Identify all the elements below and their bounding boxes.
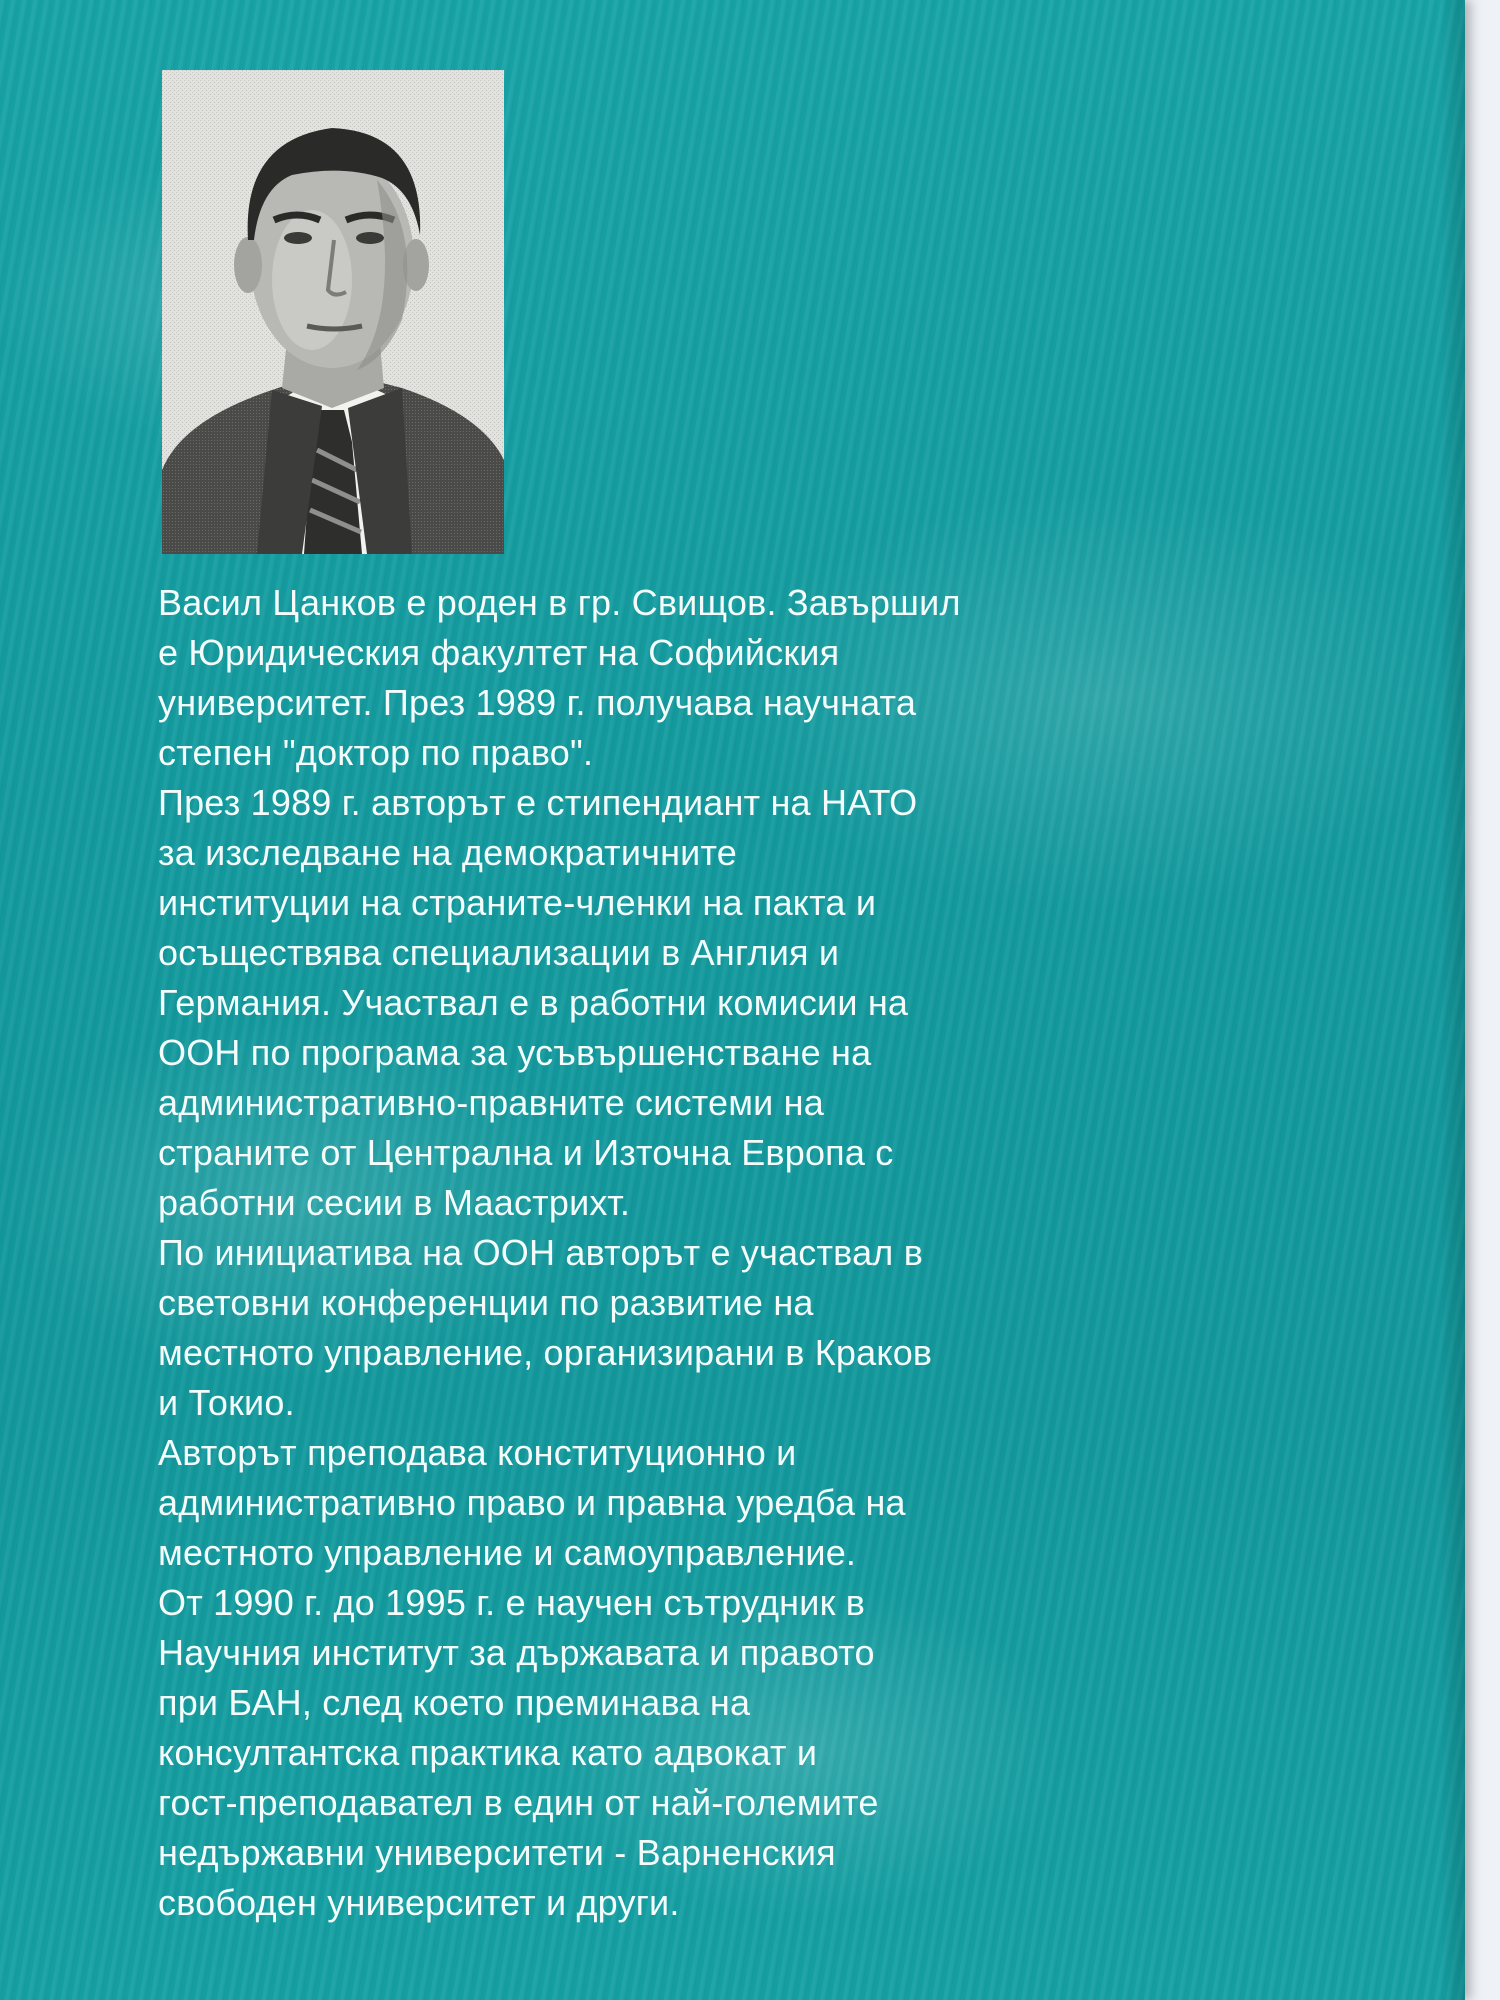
author-portrait-photo	[162, 70, 504, 554]
author-portrait-icon	[162, 70, 504, 554]
bio-line: През 1989 г. авторът е стипендиант на НАТО	[158, 782, 918, 823]
bio-line: университет. През 1989 г. получава научната	[158, 682, 917, 723]
bio-line: е Юридическия факултет на Софийския	[158, 632, 840, 673]
bio-line: институции на страните-членки на пакта и	[158, 882, 877, 923]
bio-line: работни сесии в Маастрихт.	[158, 1182, 631, 1223]
bio-line: Авторът преподава конституционно и	[158, 1432, 797, 1473]
bio-line: административно право и правна уредба на	[158, 1482, 906, 1523]
bio-line: гост-преподавател в един от най-големите	[158, 1782, 879, 1823]
bio-line: при БАН, след което преминава на	[158, 1682, 751, 1723]
bio-line: за изследване на демократичните	[158, 832, 737, 873]
bio-line: Васил Цанков е роден в гр. Свищов. Завършил	[158, 582, 961, 623]
bio-line: ООН по програма за усъвършенстване на	[158, 1032, 872, 1073]
bio-line: световни конференции по развитие на	[158, 1282, 814, 1323]
bio-line: осъществява специализации в Англия и	[158, 932, 840, 973]
notebook-page	[1460, 0, 1500, 2000]
bio-line: Научния институт за държавата и правото	[158, 1632, 875, 1673]
bio-line: административно-правните системи на	[158, 1082, 824, 1123]
author-biography	[158, 578, 1118, 1928]
bio-line: степен "доктор по право".	[158, 732, 594, 773]
bio-line: свободен университет и други.	[158, 1882, 680, 1923]
bio-line: местното управление, организирани в Краков	[158, 1332, 933, 1373]
bio-line: недържавни университети - Варненския	[158, 1832, 836, 1873]
bio-line: страните от Централна и Източна Европа с	[158, 1132, 894, 1173]
bio-line: По инициатива на ООН авторът е участвал в	[158, 1232, 924, 1273]
bio-line: местното управление и самоуправление.	[158, 1532, 857, 1573]
cover-edge-shadow	[1440, 0, 1465, 2000]
bio-line: консултантска практика като адвокат и	[158, 1732, 818, 1773]
bio-line: Германия. Участвал е в работни комисии на	[158, 982, 909, 1023]
bio-line: От 1990 г. до 1995 г. е научен сътрудник в	[158, 1582, 866, 1623]
bio-line: и Токио.	[158, 1382, 295, 1423]
